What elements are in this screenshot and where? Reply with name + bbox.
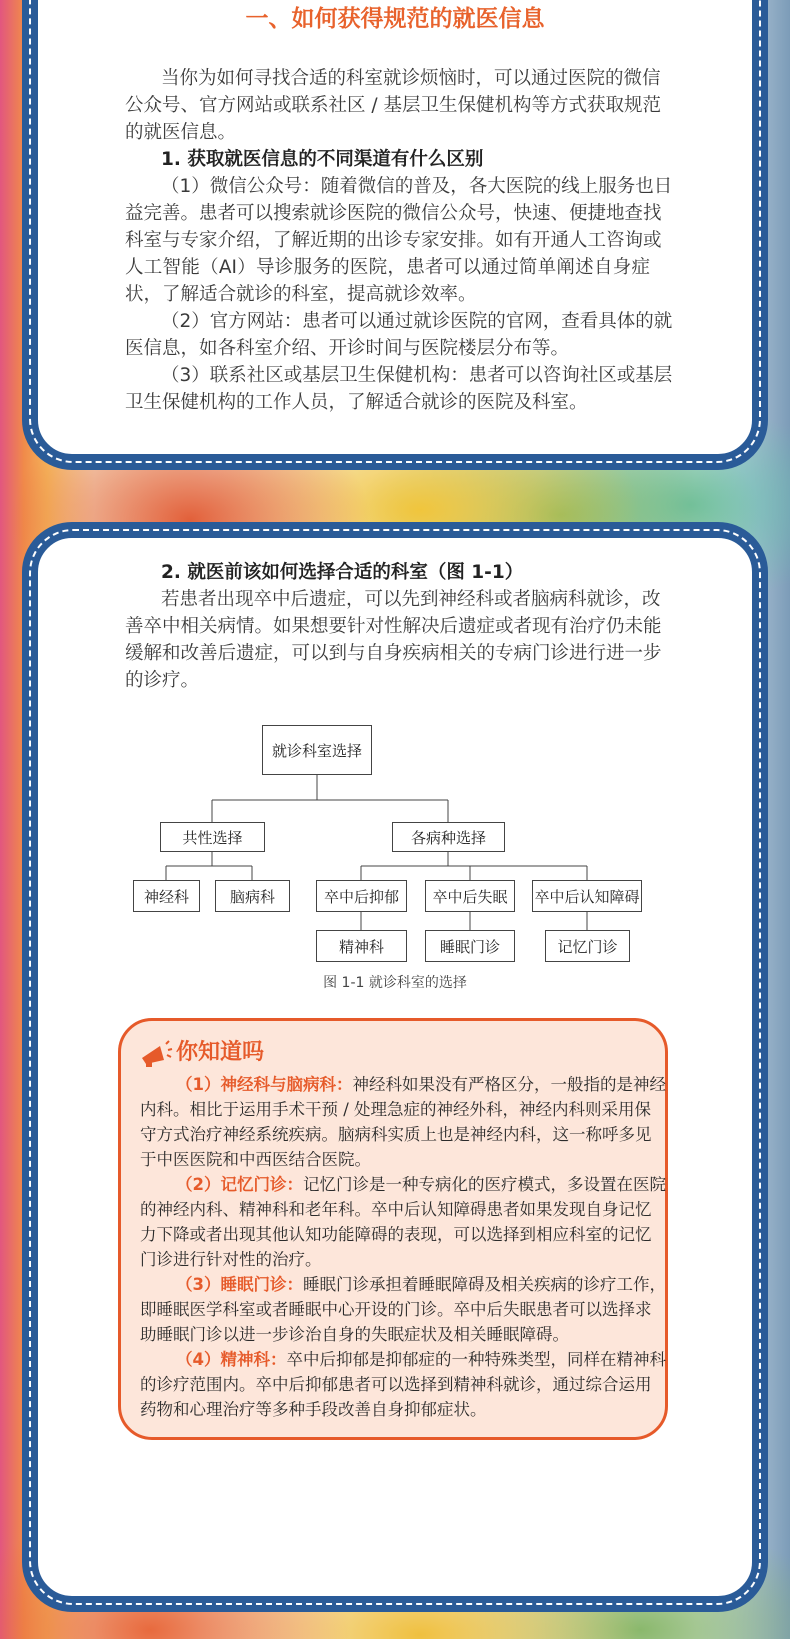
tip-text: 内科。相比于运用手术干预 / 处理急症的神经外科，神经内科则采用保 — [140, 1100, 652, 1119]
figure-caption: 图 1-1 就诊科室的选择 — [323, 975, 467, 991]
tip-text: 的诊疗范围内。卒中后抑郁患者可以选择到精神科就诊，通过综合运用 — [140, 1375, 652, 1394]
tip-line — [140, 1322, 645, 1347]
did-you-know-body — [140, 1072, 666, 1422]
tip-text: 记忆门诊是一种专病化的医疗模式，多设置在医院 — [302, 1175, 666, 1194]
tip-text: 门诊进行针对性的治疗。 — [140, 1250, 322, 1269]
text-line: 卫生保健机构的工作人员，了解适合就诊的医院及科室。 — [125, 392, 588, 413]
tip-line — [140, 1172, 666, 1197]
diagram-node-memory-clinic: 记忆门诊 — [545, 930, 630, 962]
text-line: 益完善。患者可以搜索就诊医院的微信公众号，快速、便捷地查找 — [125, 203, 662, 224]
megaphone-icon — [140, 1040, 174, 1068]
did-you-know-title: 你知道吗 — [176, 1040, 265, 1065]
tip-text: 助睡眠门诊以进一步诊治自身的失眠症状及相关睡眠障碍。 — [140, 1325, 569, 1344]
tip-line — [140, 1072, 666, 1097]
diagram-node-insomnia: 卒中后失眠 — [425, 880, 515, 912]
tip-text: 力下降或者出现其他认知功能障碍的表现，可以选择到相应科室的记忆 — [140, 1225, 652, 1244]
text-line: （2）官方网站：患者可以通过就诊医院的官网，查看具体的就 — [161, 311, 673, 332]
text-line: 医信息，如各科室介绍、开诊时间与医院楼层分布等。 — [125, 338, 570, 359]
diagram-node-common: 共性选择 — [160, 822, 265, 852]
section-title: 一、如何获得规范的就医信息 — [245, 6, 545, 32]
text-line: 状，了解适合就诊的科室，提高就诊效率。 — [125, 284, 477, 305]
text-line: （1）微信公众号：随着微信的普及，各大医院的线上服务也日 — [161, 176, 673, 197]
diagram-node-sleep-clinic: 睡眠门诊 — [425, 930, 515, 962]
text-line: 的诊疗。 — [125, 670, 200, 691]
tip-line — [140, 1097, 652, 1122]
tip-line — [140, 1247, 645, 1272]
tip-line — [140, 1147, 645, 1172]
tip-line — [140, 1397, 645, 1422]
text-line: 缓解和改善后遗症，可以到与自身疾病相关的专病门诊进行进一步 — [125, 643, 662, 664]
tip-text: 的神经内科、精神科和老年科。卒中后认知障碍患者如果发现自身记忆 — [140, 1200, 652, 1219]
diagram-node-root: 就诊科室选择 — [262, 725, 372, 775]
text-line: 善卒中相关病情。如果想要针对性解决后遗症或者现有治疗仍未能 — [125, 616, 662, 637]
text-line: 人工智能（AI）导诊服务的医院，患者可以通过简单阐述自身症 — [125, 257, 650, 278]
tip-line — [140, 1297, 652, 1322]
tip-text: 药物和心理治疗等多种手段改善自身抑郁症状。 — [140, 1400, 487, 1419]
diagram-node-brain: 脑病科 — [215, 880, 290, 912]
tip-line — [140, 1122, 652, 1147]
text-line: 若患者出现卒中后遗症，可以先到神经科或者脑病科就诊，改 — [161, 589, 661, 610]
tip-text: 神经科如果没有严格区分，一般指的是神经 — [352, 1075, 666, 1094]
subheading: 2. 就医前该如何选择合适的科室（图 1-1） — [161, 562, 524, 583]
tip-line — [140, 1222, 652, 1247]
tip-label: （2）记忆门诊： — [176, 1175, 303, 1194]
diagram-node-disease: 各病种选择 — [392, 822, 505, 852]
text-line: 的就医信息。 — [125, 122, 237, 143]
tip-line — [140, 1372, 652, 1397]
diagram-node-cognitive: 卒中后认知障碍 — [532, 880, 642, 912]
tip-label: （4）精神科： — [176, 1350, 287, 1369]
tip-text: 即睡眠医学科室或者睡眠中心开设的门诊。卒中后失眠患者可以选择求 — [140, 1300, 652, 1319]
subheading: 1. 获取就医信息的不同渠道有什么区别 — [161, 149, 484, 170]
tip-label: （3）睡眠门诊： — [176, 1275, 303, 1294]
text-line: 公众号、官方网站或联系社区 / 基层卫生保健机构等方式获取规范 — [125, 95, 661, 116]
tip-text: 睡眠门诊承担着睡眠障碍及相关疾病的诊疗工作， — [302, 1275, 666, 1294]
tip-text: 守方式治疗神经系统疾病。脑病科实质上也是神经内科，这一称呼多见 — [140, 1125, 652, 1144]
tip-line — [140, 1197, 652, 1222]
text-line: 科室与专家介绍，了解近期的出诊专家安排。如有开通人工咨询或 — [125, 230, 662, 251]
text-line: 当你为如何寻找合适的科室就诊烦恼时，可以通过医院的微信 — [161, 68, 661, 89]
diagram-node-neuro: 神经科 — [133, 880, 200, 912]
diagram-node-depression: 卒中后抑郁 — [316, 880, 407, 912]
tip-line — [140, 1347, 666, 1372]
tip-text: 卒中后抑郁是抑郁症的一种特殊类型，同样在精神科 — [286, 1350, 666, 1369]
tip-label: （1）神经科与脑病科： — [176, 1075, 353, 1094]
text-line: （3）联系社区或基层卫生保健机构：患者可以咨询社区或基层 — [161, 365, 673, 386]
tip-text: 于中医医院和中西医结合医院。 — [140, 1150, 371, 1169]
diagram-node-psychiatry: 精神科 — [316, 930, 407, 962]
tip-line — [140, 1272, 666, 1297]
